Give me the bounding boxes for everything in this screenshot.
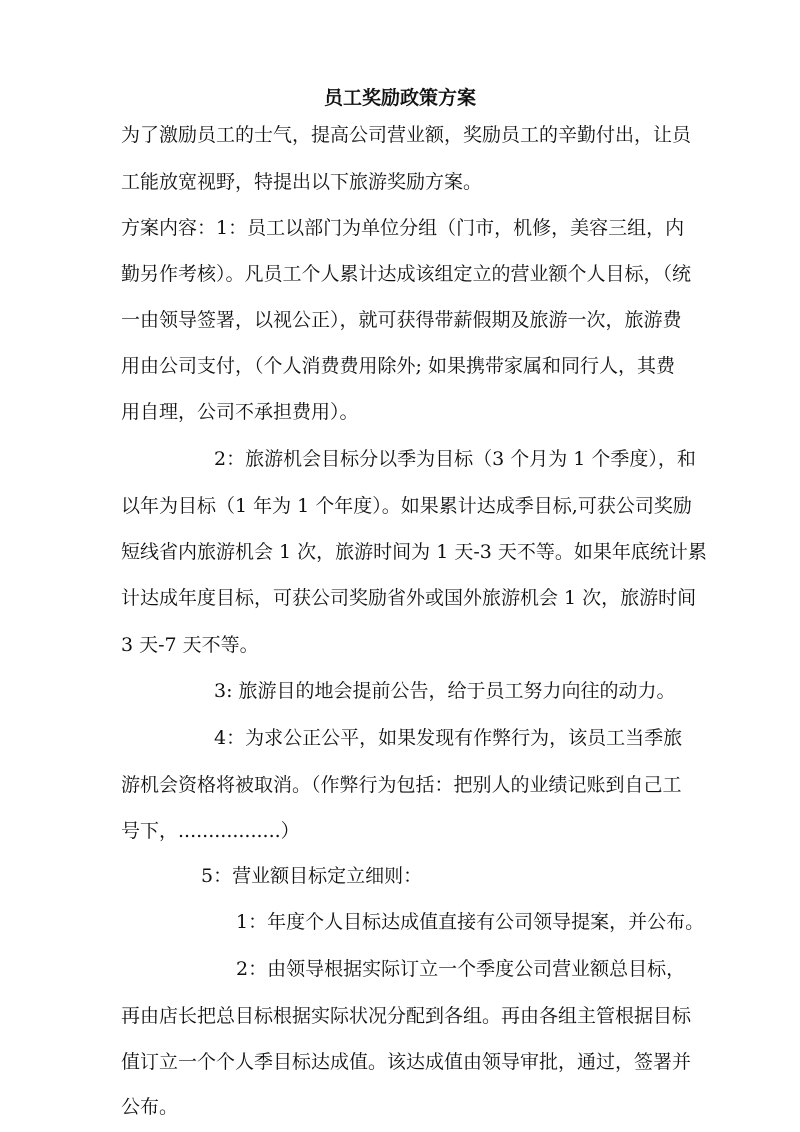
text-line: 3: 旅游目的地会提前公告，给于员工努力向往的动力。	[214, 680, 676, 702]
text-line: 以年为目标（1 年为 1 个年度）。如果累计达成季目标,可获公司奖励	[121, 495, 692, 517]
document-title: 员工奖励政策方案	[323, 87, 476, 109]
text-line: 计达成年度目标，可获公司奖励省外或国外旅游机会 1 次，旅游时间	[121, 587, 697, 609]
text-line: 3 天-7 天不等。	[121, 634, 259, 656]
text-line: 用由公司支付，（个人消费费用除外; 如果携带家属和同行人，其费	[121, 355, 675, 377]
text-line: 为了激励员工的士气，提高公司营业额，奖励员工的辛勤付出，让员	[121, 124, 692, 146]
text-line: 再由店长把总目标根据实际状况分配到各组。再由各组主管根据目标	[121, 1005, 692, 1027]
text-line: 一由领导签署，以视公正），就可获得带薪假期及旅游一次，旅游费	[121, 309, 682, 331]
text-line: 2：由领导根据实际订立一个季度公司营业额总目标，	[236, 958, 686, 980]
text-line: 值订立一个个人季目标达成值。该达成值由领导审批，通过，签署并	[121, 1051, 692, 1073]
text-line: 工能放宽视野，特提出以下旅游奖励方案。	[121, 171, 483, 193]
text-line: 游机会资格将被取消。（作弊行为包括：把别人的业绩记账到自己工	[121, 774, 682, 796]
text-line: 勤另作考核）。凡员工个人累计达成该组定立的营业额个人目标，（统	[121, 263, 692, 285]
text-line: 5：营业额目标定立细则：	[201, 865, 423, 887]
text-line: 方案内容：1：员工以部门为单位分组（门市，机修，美容三组，内	[121, 217, 685, 239]
text-line: 1：年度个人目标达成值直接有公司领导提案，并公布。	[236, 911, 705, 933]
text-line: 2：旅游机会目标分以季为目标（3 个月为 1 个季度），和	[214, 448, 696, 470]
text-line: 公布。	[121, 1096, 179, 1118]
text-line: 用自理，公司不承担费用）。	[121, 401, 359, 423]
text-line: 短线省内旅游机会 1 次，旅游时间为 1 天-3 天不等。如果年底统计累	[121, 541, 707, 563]
text-line: 4：为求公正公平，如果发现有作弊行为，该员工当季旅	[214, 727, 683, 749]
text-line: 号下，.................）	[121, 820, 300, 842]
